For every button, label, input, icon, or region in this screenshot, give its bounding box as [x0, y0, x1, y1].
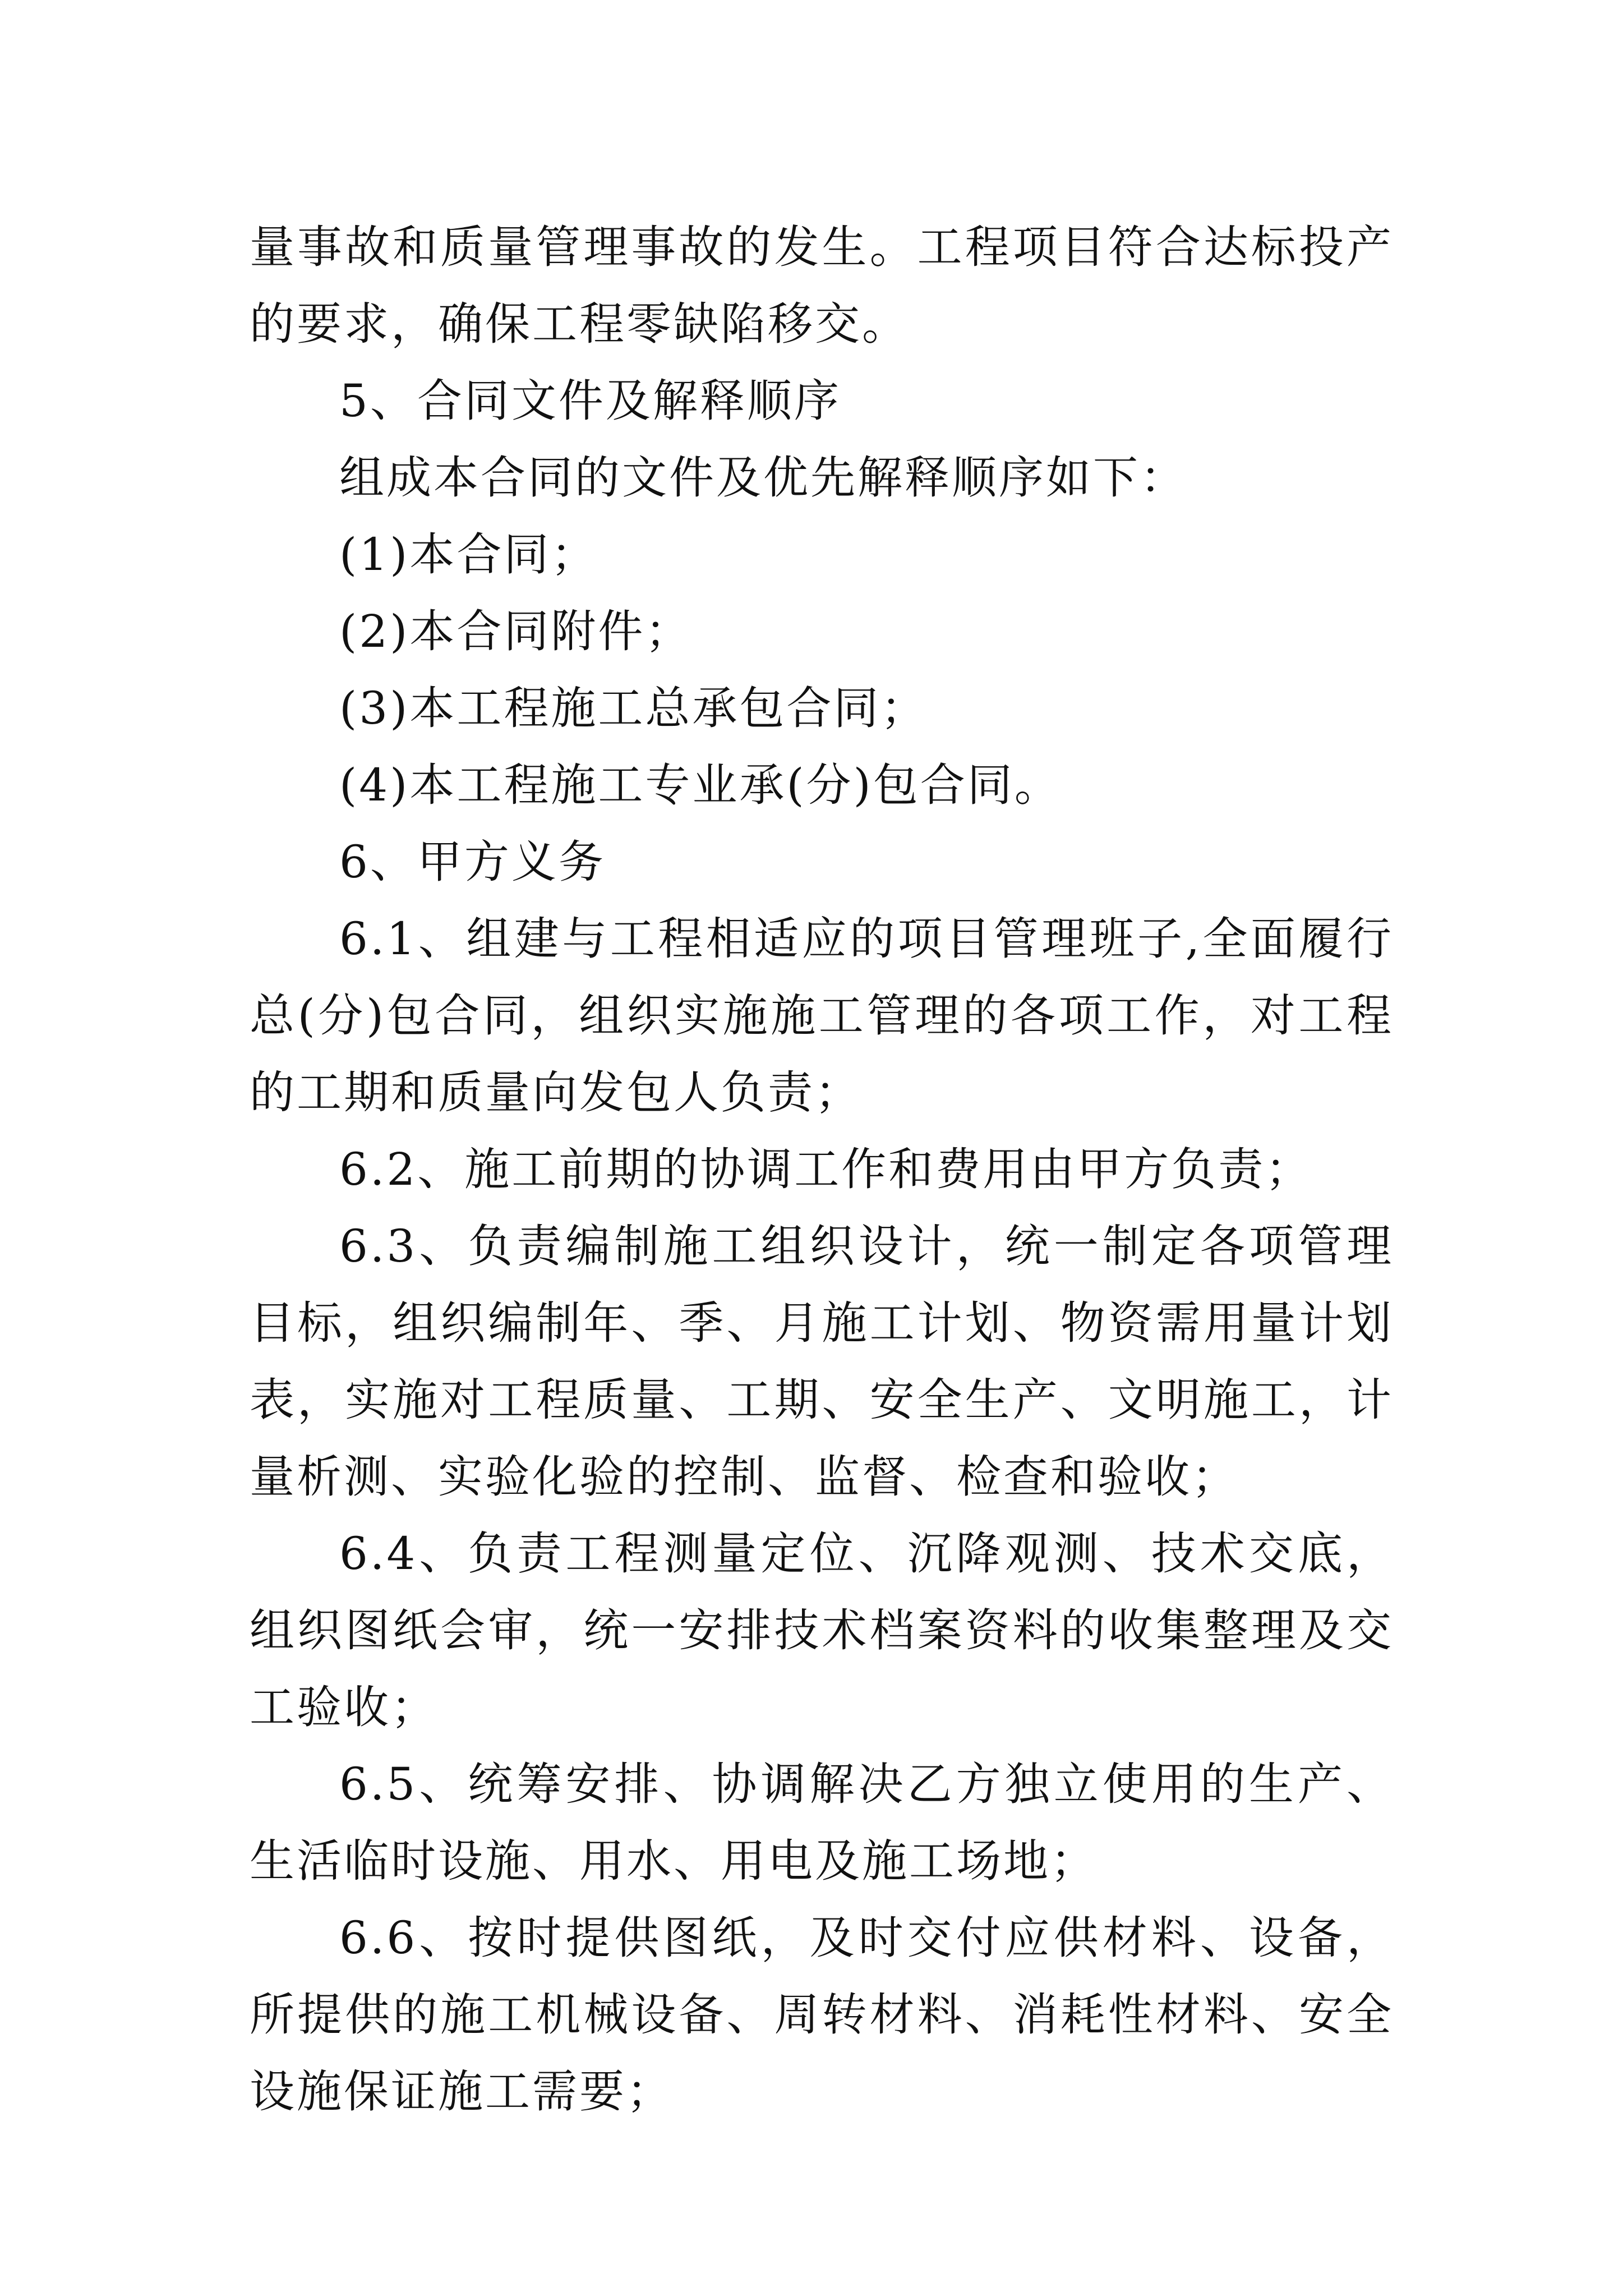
document-body	[250, 209, 1394, 2130]
clause-6-2: 6.2、施工前期的协调工作和费用由甲方负责；	[339, 1143, 1313, 1195]
paragraph-quality-continued: 量事故和质量管理事故的发生。工程项目符合达标投产的要求，确保工程零缺陷移交。	[250, 221, 1394, 350]
list-item-doc-1: (1)本合同；	[339, 528, 598, 581]
clause-6-6: 6.6、按时提供图纸，及时交付应供材料、设备，所提供的施工机械设备、周转材料、消耗性材料、安全设施保证施工需要；	[250, 1912, 1394, 2118]
clause-6-5: 6.5、统筹安排、协调解决乙方独立使用的生产、生活临时设施、用水、用电及施工场地；	[250, 1758, 1394, 1887]
clause-6-1: 6.1、组建与工程相适应的项目管理班子,全面履行总(分)包合同，组织实施施工管理的各项工作，对工程的工期和质量向发包人负责；	[250, 913, 1394, 1119]
section-heading-6: 6、甲方义务	[339, 836, 606, 888]
list-item-doc-3: (3)本工程施工总承包合同；	[339, 682, 928, 734]
paragraph-contract-docs-intro: 组成本合同的文件及优先解释顺序如下：	[339, 452, 1187, 504]
list-item-doc-4: (4)本工程施工专业承(分)包合同。	[339, 759, 1062, 811]
section-heading-5: 5、合同文件及解释顺序	[339, 375, 841, 427]
clause-6-4: 6.4、负责工程测量定位、沉降观测、技术交底，组织图纸会审，统一安排技术档案资料的收集整理及交工验收；	[250, 1527, 1394, 1733]
clause-6-3: 6.3、负责编制施工组织设计，统一制定各项管理目标，组织编制年、季、月施工计划、物资需用量计划表，实施对工程质量、工期、安全生产、文明施工，计量析测、实验化验的控制、监督、检查和验收；	[250, 1220, 1394, 1503]
list-item-doc-2: (2)本合同附件；	[339, 605, 693, 657]
